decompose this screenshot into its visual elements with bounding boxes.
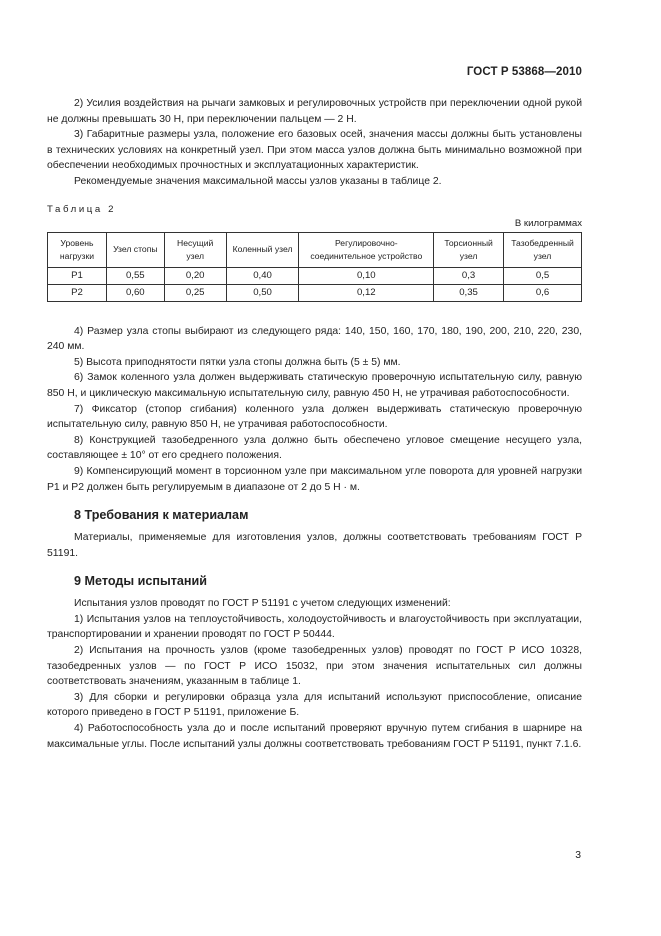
table-cell: 0,35 <box>434 284 504 301</box>
table-cell: 0,10 <box>299 267 434 284</box>
table-header-cell: Коленный узел <box>226 232 299 267</box>
paragraph: 4) Работоспособность узла до и после испытаний проверяют вручную путем сгибания в шарнире на максимальные углы. После испытаний узлы должны соответствовать требованиям ГОСТ Р 51191, пункт 7.1.6. <box>47 723 582 750</box>
section-8-heading: 8 Требования к материалам <box>74 508 249 523</box>
document-id: ГОСТ Р 53868—2010 <box>466 66 582 78</box>
mass-table <box>47 232 582 302</box>
table-header-cell: Регулировочно-соединительное устройство <box>299 232 434 267</box>
table-cell: 0,55 <box>106 267 164 284</box>
table-cell: Р2 <box>48 284 107 301</box>
page-content <box>47 96 582 752</box>
table-header-cell: Уровень нагрузки <box>48 232 107 267</box>
table-cell: 0,3 <box>434 267 504 284</box>
paragraph: 2) Испытания на прочность узлов (кроме тазобедренных узлов) проводят по ГОСТ Р ИСО 10328, тазобедренных узлов — по ГОСТ Р ИСО 15032, при этом значения испытательных сил должны соответствовать значениям, указанным в таблице 1. <box>47 645 582 688</box>
paragraph: 9) Компенсирующий момент в торсионном узле при максимальном угле поворота для уровней нагрузки Р1 и Р2 должен быть регулируемым в диапазоне от 2 до 5 Н · м. <box>47 465 582 493</box>
table-header-cell: Несущий узел <box>164 232 226 267</box>
table-units: В килограммах <box>514 217 582 229</box>
paragraph: Рекомендуемые значения максимальной массы узлов указаны в таблице 2. <box>74 175 442 187</box>
table-cell: 0,25 <box>164 284 226 301</box>
table-cell: 0,50 <box>226 284 299 301</box>
table-header-row <box>48 232 582 267</box>
section-9-heading: 9 Методы испытаний <box>74 574 207 589</box>
table-row <box>48 284 582 301</box>
paragraph: 8) Конструкцией тазобедренного узла должно быть обеспечено угловое смещение несущего узла, составляющее ± 10° от его среднего положения. <box>47 434 582 462</box>
table-row <box>48 267 582 284</box>
table-cell: 0,5 <box>504 267 582 284</box>
paragraph: 4) Размер узла стопы выбирают из следующего ряда: 140, 150, 160, 170, 180, 190, 200, 210, 220, 230, 240 мм. <box>47 325 582 353</box>
paragraph: 3) Для сборки и регулировки образца узла для испытаний используют приспособление, описание которого приведено в ГОСТ Р 51191, приложение Б. <box>47 691 582 719</box>
table-cell: 0,20 <box>164 267 226 284</box>
paragraph: 2) Усилия воздействия на рычаги замковых и регулировочных устройств при переключении одной рукой не должны превышать 30 Н, при переключении пальцем — 2 Н. <box>47 98 582 125</box>
table-header-cell: Торсионный узел <box>434 232 504 267</box>
table-cell: 0,40 <box>226 267 299 284</box>
table-header-cell: Узел стопы <box>106 232 164 267</box>
table-header-cell: Тазобедренный узел <box>504 232 582 267</box>
table-cell: 0,6 <box>504 284 582 301</box>
page-number: 3 <box>575 850 581 861</box>
table-cell: 0,12 <box>299 284 434 301</box>
paragraph: Материалы, применяемые для изготовления узлов, должны соответствовать требованиям ГОСТ Р 51191. <box>47 532 582 559</box>
paragraph: Испытания узлов проводят по ГОСТ Р 51191 с учетом следующих изменений: <box>74 598 451 610</box>
table-cell: 0,60 <box>106 284 164 301</box>
table-caption: Таблица 2 <box>47 203 117 215</box>
paragraph: 1) Испытания узлов на теплоустойчивость, холодоустойчивость и влагоустойчивость при эксплуатации, транспортировании и хранении проводят по ГОСТ Р 50444. <box>47 613 582 641</box>
paragraph: 5) Высота приподнятости пятки узла стопы должна быть (5 ± 5) мм. <box>74 356 401 368</box>
paragraph: 6) Замок коленного узла должен выдерживать статическую проверочную испытательную силу, равную 850 Н, и циклическую максимальную испытательную силу, равную 450 Н, не утрачивая работоспособности. <box>47 372 582 399</box>
paragraph: 3) Габаритные размеры узла, положение его базовых осей, значения массы должны быть установлены в технических условиях на конкретный узел. При этом масса узлов должна быть минимально возможной при обеспечении необходимых прочностных и эксплуатационных характеристик. <box>47 129 582 172</box>
paragraph: 7) Фиксатор (стопор сгибания) коленного узла должен выдерживать статическую проверочную испытательную силу, равную 850 Н, не утрачивая работоспособности. <box>47 403 582 431</box>
table-cell: Р1 <box>48 267 107 284</box>
